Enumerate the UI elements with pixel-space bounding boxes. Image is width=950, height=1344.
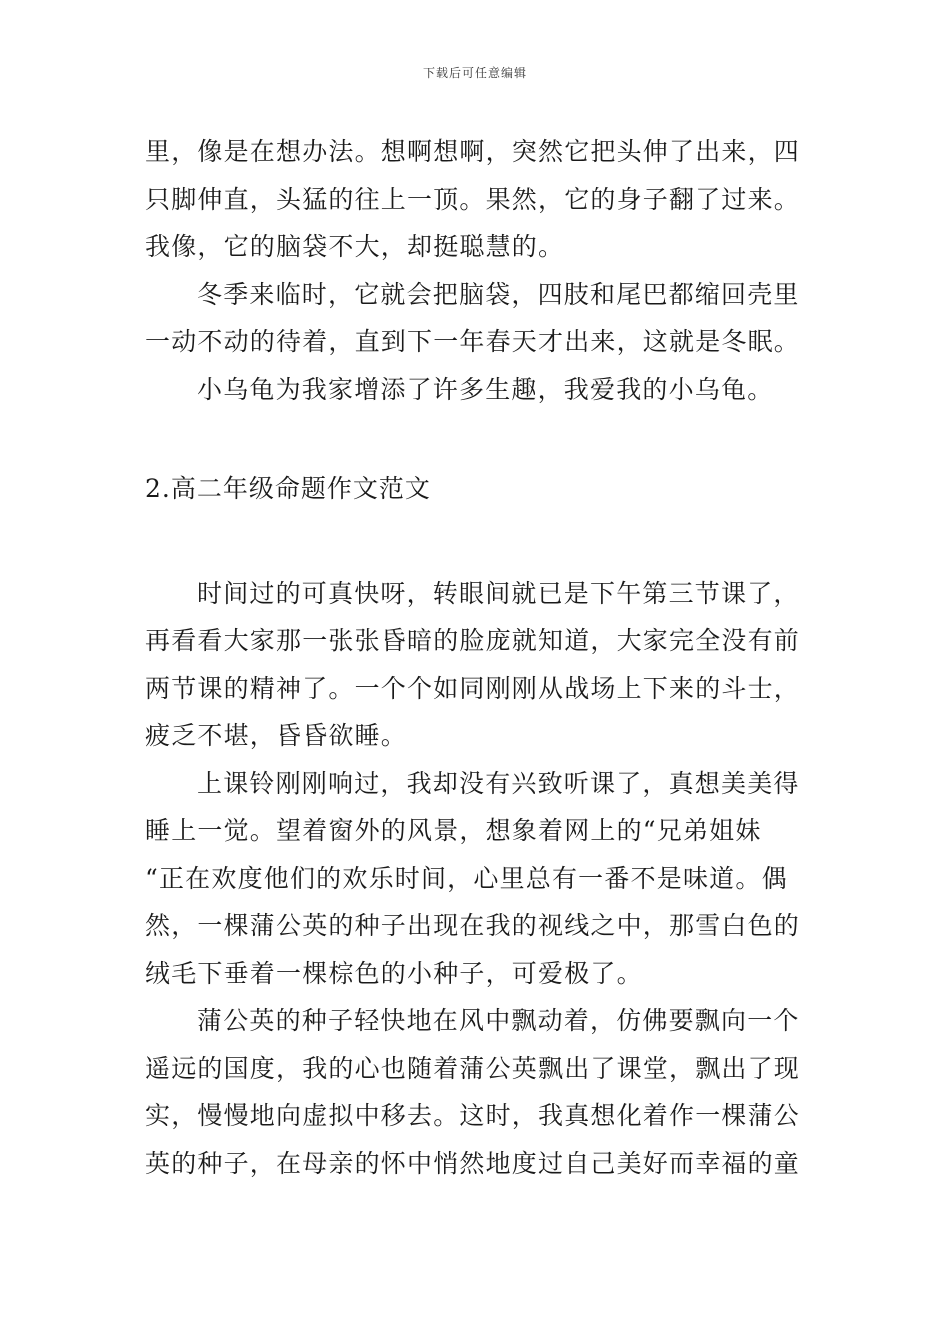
text-line: 蒲公英的种子轻快地在风中飘动着，仿佛要飘向一个 bbox=[197, 1006, 800, 1035]
text-line: 冬季来临时，它就会把脑袋，四肢和尾巴都缩回壳里 bbox=[197, 279, 800, 309]
text-line: 里，像是在想办法。想啊想啊，突然它把头伸了出来，四 bbox=[145, 137, 801, 166]
text-line: 只脚伸直，头猛的往上一顶。果然，它的身子翻了过来。 bbox=[145, 184, 801, 214]
page-header: 下载后可任意编辑 bbox=[422, 66, 527, 80]
text-line: 时间过的可真快呀，转眼间就已是下午第三节课了， bbox=[197, 578, 800, 608]
paragraph bbox=[145, 271, 810, 366]
text-line: 两节课的精神了。一个个如同刚刚从战场上下来的斗士， bbox=[145, 673, 801, 703]
document-body bbox=[145, 128, 810, 1187]
paragraph bbox=[145, 997, 810, 1187]
section-heading: 2.高二年级命题作文范文 bbox=[145, 474, 431, 503]
text-line: 疲乏不堪，昏昏欲睡。 bbox=[145, 721, 408, 750]
text-line: 我像，它的脑袋不大，却挺聪慧的。 bbox=[145, 232, 565, 261]
text-line: 小乌龟为我家增添了许多生趣，我爱我的小乌龟。 bbox=[197, 374, 774, 404]
paragraph bbox=[145, 570, 810, 760]
text-line: 绒毛下垂着一棵棕色的小种子，可爱极了。 bbox=[145, 958, 643, 988]
text-line: 上课铃刚刚响过，我却没有兴致听课了，真想美美得 bbox=[197, 768, 800, 798]
text-line: 睡上一觉。望着窗外的风景，想象着网上的“兄弟姐妹 bbox=[145, 816, 762, 845]
paragraph bbox=[145, 366, 810, 414]
paragraph bbox=[145, 760, 810, 998]
text-line: 再看看大家那一张张昏暗的脸庞就知道，大家完全没有前 bbox=[145, 626, 801, 655]
text-line: 实，慢慢地向虚拟中移去。这时，我真想化着作一棵蒲公 bbox=[145, 1101, 801, 1130]
spacer bbox=[145, 513, 810, 570]
paragraph bbox=[145, 128, 810, 271]
text-line: “正在欢度他们的欢乐时间，心里总有一番不是味道。偶 bbox=[145, 863, 788, 893]
text-line: 然，一棵蒲公英的种子出现在我的视线之中，那雪白色的 bbox=[145, 911, 801, 940]
text-line: 英的种子，在母亲的怀中悄然地度过自己美好而幸福的童 bbox=[145, 1148, 801, 1178]
text-line: 一动不动的待着，直到下一年春天才出来，这就是冬眠。 bbox=[145, 327, 801, 356]
text-line: 遥远的国度，我的心也随着蒲公英飘出了课堂，飘出了现 bbox=[145, 1053, 801, 1083]
